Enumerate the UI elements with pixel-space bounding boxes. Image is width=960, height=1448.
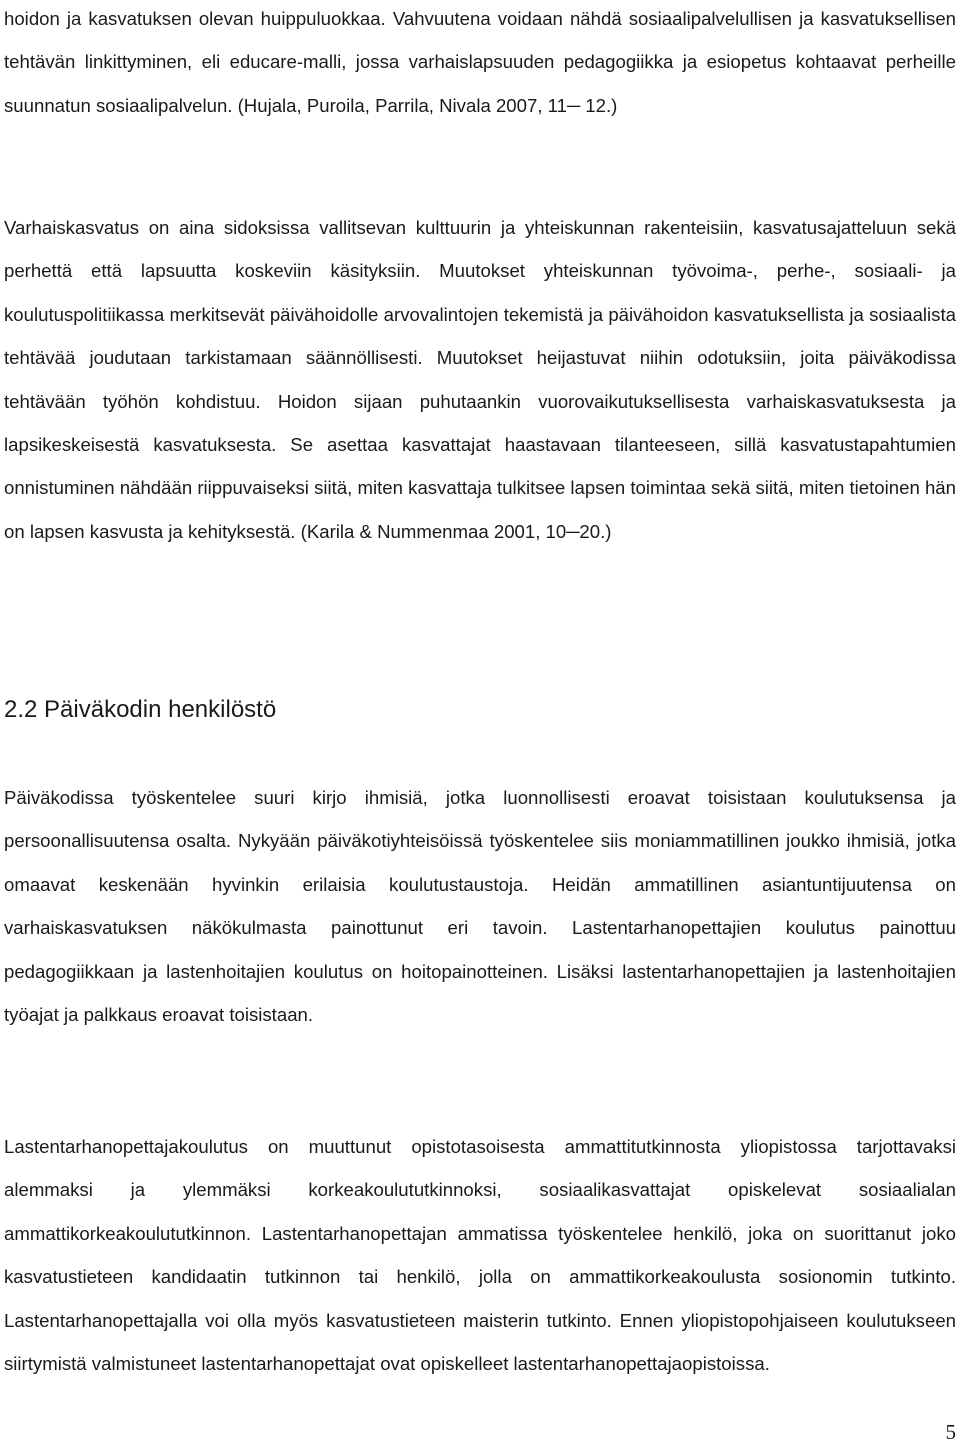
- paragraph-intro-continuation: hoidon ja kasvatuksen olevan huippuluokkaa. Vahvuutena voidaan nähdä sosiaalipalvelullisen ja kasvatuksellisen tehtävän linkittyminen, eli educare-malli, jossa varhaislapsuuden pedagogiikka ja esiopetus kohtaavat perheille suunnatun sosiaalipalvelun. (Hujala, Puroila, Parrila, Nivala 2007, 11─ 12.): [4, 8, 956, 116]
- paragraph-teacher-education: Lastentarhanopettajakoulutus on muuttunut opistotasoisesta ammattitutkinnosta yliopistossa tarjottavaksi alemmaksi ja ylemmäksi korkeakoulututkinnoksi, sosiaalikasvattajat opiskelevat sosiaalialan ammattikorkeakoulututkinnon. Lastentarhanopettajan ammatissa työskentelee henkilö, joka on suorittanut joko kasvatustieteen kandidaatin tutkinnon tai henkilö, jolla on ammattikorkeakoulusta sosionomin tutkinto. Lastentarhanopettajalla voi olla myös kasvatustieteen maisterin tutkinto. Ennen yliopistopohjaiseen koulutukseen siirtymistä valmistuneet lastentarhanopettajat ovat opiskelleet lastentarhanopettajaopistoissa.: [4, 1136, 956, 1375]
- page-number: 5: [945, 1420, 956, 1444]
- paragraph-early-education-context: Varhaiskasvatus on aina sidoksissa vallitsevan kulttuurin ja yhteiskunnan rakenteisiin, kasvatusajatteluun sekä perhettä että lapsuutta koskeviin käsityksiin. Muutokset yhteiskunnan työvoima-, perhe-, sosiaali- ja koulutuspolitiikassa merkitsevät päivähoidolle arvovalintojen tekemistä ja päivähoidon kasvatuksellista ja sosiaalista tehtävää joudutaan tarkistamaan säännöllisesti. Muutokset heijastuvat niihin odotuksiin, joita päiväkodissa tehtävään työhön kohdistuu. Hoidon sijaan puhutaankin vuorovaikutuksellisesta varhaiskasvatuksesta ja lapsikeskeisestä kasvatuksesta. Se asettaa kasvattajat haastavaan tilanteeseen, sillä kasvatustapahtumien onnistuminen nähdään riippuvaiseksi siitä, miten kasvattaja tulkitsee lapsen toimintaa sekä siitä, miten tietoinen hän on lapsen kasvusta ja kehityksestä. (Karila & Nummenmaa 2001, 10─20.): [4, 217, 956, 542]
- paragraph-staff-diversity: Päiväkodissa työskentelee suuri kirjo ihmisiä, jotka luonnollisesti eroavat toisistaan koulutuksensa ja persoonallisuutensa osalta. Nykyään päiväkotiyhteisöissä työskentelee siis moniammatillinen joukko ihmisiä, jotka omaavat keskenään hyvinkin erilaisia koulutustaustoja. Heidän ammatillinen asiantuntijuutensa on varhaiskasvatuksen näkökulmasta painottunut eri tavoin. Lastentarhanopettajien koulutus painottuu pedagogiikkaan ja lastenhoitajien koulutus on hoitopainotteinen. Lisäksi lastentarhanopettajien ja lastenhoitajien työajat ja palkkaus eroavat toisistaan.: [4, 787, 956, 1026]
- section-heading: 2.2 Päiväkodin henkilöstö: [4, 696, 277, 723]
